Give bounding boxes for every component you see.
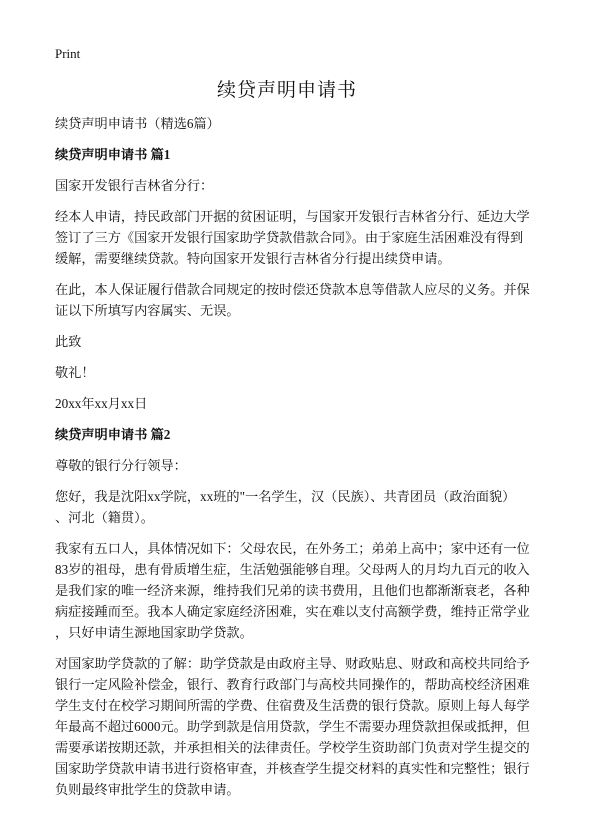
section-heading-1: 续贷声明申请书 篇1	[55, 147, 171, 162]
document-page	[55, 46, 575, 810]
closing-line: 此致	[55, 334, 82, 349]
paragraph-line: 对国家助学贷款的了解：助学贷款是由政府主导、财政贴息、财政和高校共同给予	[55, 656, 530, 671]
paragraph-line: 银行一定风险补偿金，银行、教育行政部门与高校共同操作的，帮助高校经济困难	[55, 677, 530, 692]
salutation: 国家开发银行吉林省分行：	[55, 178, 214, 193]
paragraph-line: 、河北（籍贯）。	[55, 510, 154, 525]
paragraph-line: 需要承诺按期还款，并承担相关的法律责任。学校学生资助部门负责对学生提交的	[55, 740, 530, 755]
paragraph-line: 经本人申请，持民政部门开据的贫困证明，与国家开发银行吉林省分行、延边大学	[55, 209, 530, 224]
paragraph	[55, 279, 575, 321]
paragraph-line: 缓解，需要继续贷款。特向国家开发银行吉林省分行提出续贷申请。	[55, 251, 451, 266]
section-heading-2: 续贷声明申请书 篇2	[55, 427, 171, 442]
paragraph-line: 我家有五口人，具体情况如下：父母农民，在外务工；弟弟上高中；家中还有一位	[55, 541, 530, 556]
paragraph	[55, 206, 575, 269]
paragraph	[55, 486, 575, 528]
document-subtitle: 续贷声明申请书（精选6篇）	[55, 116, 220, 131]
print-link[interactable]: Print	[55, 46, 81, 61]
paragraph-line: 国家助学贷款申请书进行资格审查，并核查学生提交材料的真实性和完整性；银行	[55, 761, 530, 776]
document-title: 续贷声明申请书	[216, 80, 357, 101]
paragraph-line: 您好，我是沈阳xx学院，xx班的"一名学生，汉（民族）、共青团员（政治面貌）	[55, 489, 516, 504]
paragraph-line: 证以下所填写内容属实、无误。	[55, 303, 240, 318]
paragraph-line: 病症接踵而至。我本人确定家庭经济困难，实在难以支付高额学费，维持正常学业	[55, 604, 530, 619]
closing-line: 敬礼！	[55, 365, 95, 380]
paragraph-line: 83岁的祖母，患有骨质增生症，生活勉强能够自理。父母两人的月均九百元的收入	[55, 562, 530, 577]
salutation: 尊敬的银行分行领导：	[55, 458, 187, 473]
paragraph-line: 学生支付在校学习期间所需的学费、住宿费及生活费的银行贷款。原则上每人每学	[55, 698, 530, 713]
paragraph	[55, 538, 575, 643]
paragraph-line: ，只好申请生源地国家助学贷款。	[55, 625, 253, 640]
paragraph-line: 签订了三方《国家开发银行国家助学贷款借款合同》。由于家庭生活困难没有得到	[55, 230, 524, 245]
paragraph-line: 负则最终审批学生的贷款申请。	[55, 782, 240, 797]
date-line: 20xx年xx月xx日	[55, 396, 148, 411]
paragraph	[55, 653, 575, 800]
paragraph-line: 是我们家的唯一经济来源，维持我们兄弟的读书费用，且他们也都渐渐衰老，各种	[55, 583, 530, 598]
paragraph-line: 在此，本人保证履行借款合同规定的按时偿还贷款本息等借款人应尽的义务。并保	[55, 282, 530, 297]
paragraph-line: 年最高不超过6000元。助学到款是信用贷款，学生不需要办理贷款担保或抵押，但	[55, 719, 530, 734]
